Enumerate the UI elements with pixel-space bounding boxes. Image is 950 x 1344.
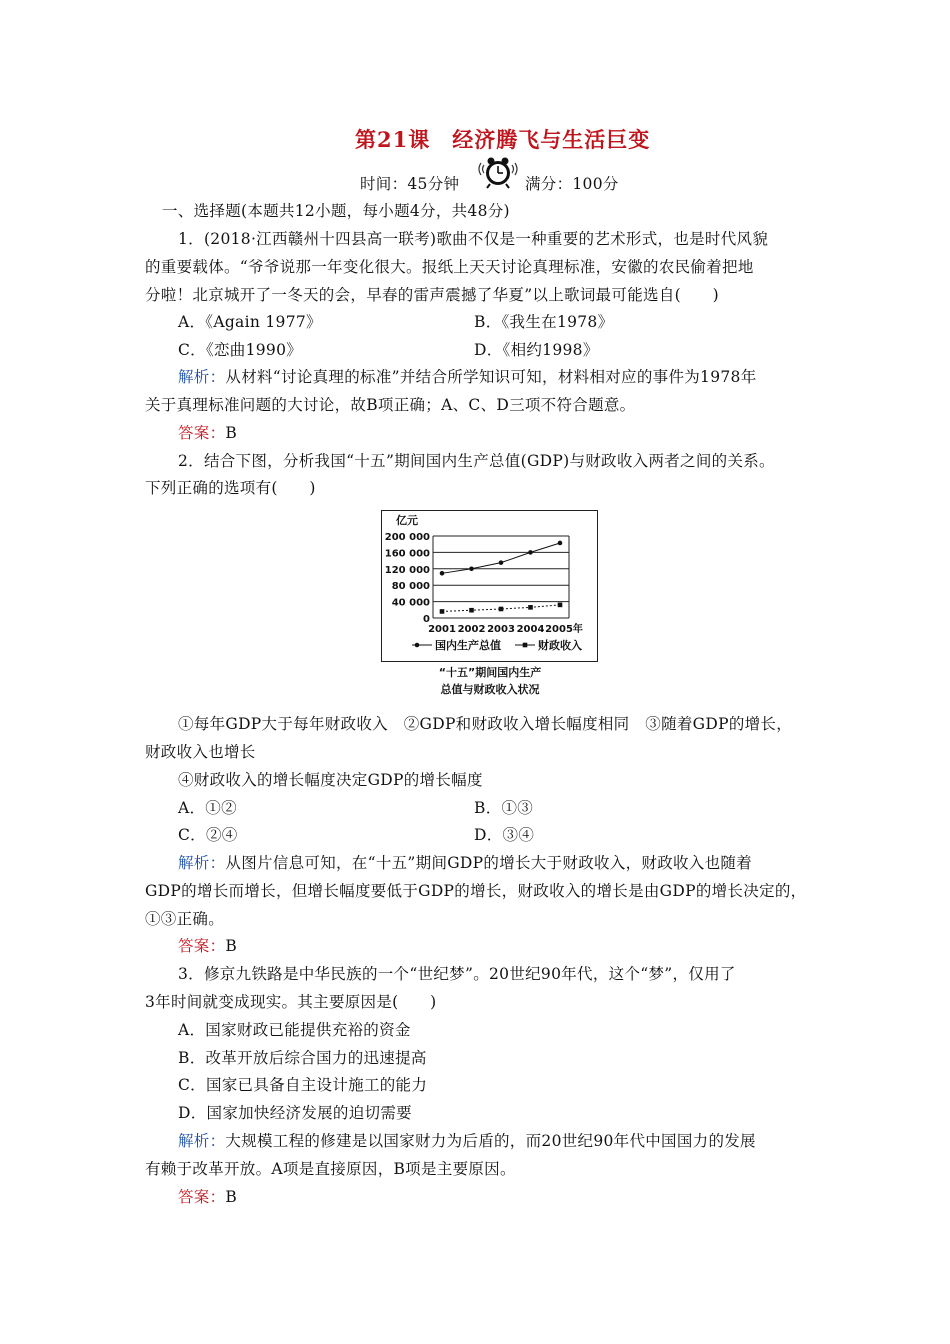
time-label: 时间：45分钟 xyxy=(360,175,460,193)
q2-answer-value: B xyxy=(225,937,238,955)
q2-answer-label: 答案： xyxy=(178,937,226,955)
score-label: 满分：100分 xyxy=(525,175,619,193)
section-heading: 一、选择题(本题共12小题，每小题4分，共48分) xyxy=(162,202,510,220)
q2-answer xyxy=(178,934,237,956)
q1-answer-label: 答案： xyxy=(178,424,226,442)
q3-analysis-text: 大规模工程的修建是以国家财力为后盾的，而20世纪90年代中国国力的发展 xyxy=(225,1132,756,1150)
y-unit-label: 亿元 xyxy=(396,514,418,527)
q1-answer-value: B xyxy=(225,424,238,442)
q1-option-a: A．《Again 1977》 xyxy=(178,313,322,331)
x-tick-label: 2005年 xyxy=(545,624,583,635)
q1-analysis-label: 解析： xyxy=(178,368,226,386)
y-tick-label: 120 000 xyxy=(384,564,430,576)
chart-svg xyxy=(382,511,597,661)
q1-analysis-text: 从材料“讨论真理的标准”并结合所学知识可知，材料相对应的事件为1978年 xyxy=(225,368,757,386)
q3-option-c: C．国家已具备自主设计施工的能力 xyxy=(178,1076,428,1094)
q2-option-d: D．③④ xyxy=(474,826,535,844)
q2-option-a: A．①② xyxy=(178,799,237,817)
q3-answer xyxy=(178,1185,237,1207)
q2-statement-line-3: ④财政收入的增长幅度决定GDP的增长幅度 xyxy=(178,771,483,789)
q3-option-a: A．国家财政已能提供充裕的资金 xyxy=(178,1021,411,1039)
gdp-point xyxy=(528,550,533,555)
legend-gdp-marker xyxy=(415,643,420,648)
y-tick-label: 160 000 xyxy=(384,548,430,560)
x-tick-label: 2001 xyxy=(428,624,456,635)
gdp-point xyxy=(499,560,504,565)
gdp-revenue-chart xyxy=(381,510,598,662)
revenue-point xyxy=(528,605,533,610)
q1-analysis-line-1 xyxy=(178,365,757,387)
q3-analysis-label: 解析： xyxy=(178,1132,226,1150)
q2-statement-line-1: ①每年GDP大于每年财政收入 ②GDP和财政收入增长幅度相同 ③随着GDP的增长， xyxy=(178,715,793,733)
chart-caption-line-1: “十五”期间国内生产 xyxy=(438,666,542,679)
revenue-point xyxy=(469,608,474,613)
q3-analysis-line-2: 有赖于改革开放。A项是直接原因，B项是主要原因。 xyxy=(145,1160,516,1178)
q1-option-d: D．《相约1998》 xyxy=(474,341,599,359)
legend-gdp-label: 国内生产总值 xyxy=(435,639,501,652)
q1-option-c: C．《恋曲1990》 xyxy=(178,341,303,359)
q2-line-1: 2．结合下图，分析我国“十五”期间国内生产总值(GDP)与财政收入两者之间的关系。 xyxy=(178,452,775,470)
gdp-point xyxy=(558,541,563,546)
q2-statement-line-2: 财政收入也增长 xyxy=(145,743,256,761)
q3-answer-label: 答案： xyxy=(178,1188,226,1206)
legend-revenue-marker xyxy=(523,643,528,648)
y-tick-label: 0 xyxy=(423,614,430,625)
q1-line-3: 分啦！北京城开了一冬天的会，早春的雷声震撼了华夏”以上歌词最可能选自( ) xyxy=(145,286,719,304)
q3-option-b: B．改革开放后综合国力的迅速提高 xyxy=(178,1049,427,1067)
revenue-point xyxy=(499,607,504,612)
q3-answer-value: B xyxy=(225,1188,238,1206)
q3-line-2: 3年时间就变成现实。其主要原因是( ) xyxy=(145,993,437,1011)
legend-revenue-label: 财政收入 xyxy=(538,639,582,652)
y-tick-label: 40 000 xyxy=(391,597,430,609)
x-tick-label: 2002 xyxy=(457,624,486,635)
q2-line-2: 下列正确的选项有( ) xyxy=(145,479,316,497)
q1-line-1: 1．(2018·江西赣州十四县高一联考)歌曲不仅是一种重要的艺术形式，也是时代风貌 xyxy=(178,230,769,248)
q2-option-c: C．②④ xyxy=(178,826,238,844)
y-tick-label: 200 000 xyxy=(384,532,430,543)
q2-option-b: B．①③ xyxy=(474,799,534,817)
revenue-point xyxy=(558,603,563,608)
chart-caption-line-2: 总值与财政收入状况 xyxy=(440,683,540,696)
q2-analysis-line-1 xyxy=(178,851,752,873)
q2-analysis-label: 解析： xyxy=(178,854,226,872)
x-tick-label: 2004 xyxy=(516,624,545,635)
gdp-point xyxy=(440,571,445,576)
gdp-point xyxy=(469,567,474,572)
x-tick-label: 2003 xyxy=(487,624,515,635)
q3-analysis-line-1 xyxy=(178,1129,756,1151)
q1-analysis-line-2: 关于真理标准问题的大讨论，故B项正确；A、C、D三项不符合题意。 xyxy=(145,396,636,414)
alarm-clock-icon xyxy=(478,156,518,194)
y-tick-label: 80 000 xyxy=(391,581,430,593)
q2-analysis-text: 从图片信息可知，在“十五”期间GDP的增长大于财政收入，财政收入也随着 xyxy=(225,854,752,872)
q2-analysis-line-2: GDP的增长而增长，但增长幅度要低于GDP的增长，财政收入的增长是由GDP的增长决定的， xyxy=(145,882,807,900)
q1-option-b: B．《我生在1978》 xyxy=(474,313,614,331)
q1-answer xyxy=(178,421,237,443)
page-title: 第21课 经济腾飞与生活巨变 xyxy=(355,127,651,152)
q3-line-1: 3．修京九铁路是中华民族的一个“世纪梦”。20世纪90年代，这个“梦”，仅用了 xyxy=(178,965,736,983)
q3-option-d: D．国家加快经济发展的迫切需要 xyxy=(178,1104,412,1122)
revenue-point xyxy=(440,609,445,614)
q2-analysis-line-3: ①③正确。 xyxy=(145,910,225,928)
q1-line-2: 的重要载体。“爷爷说那一年变化很大。报纸上天天讨论真理标准，安徽的农民偷着把地 xyxy=(145,258,754,276)
